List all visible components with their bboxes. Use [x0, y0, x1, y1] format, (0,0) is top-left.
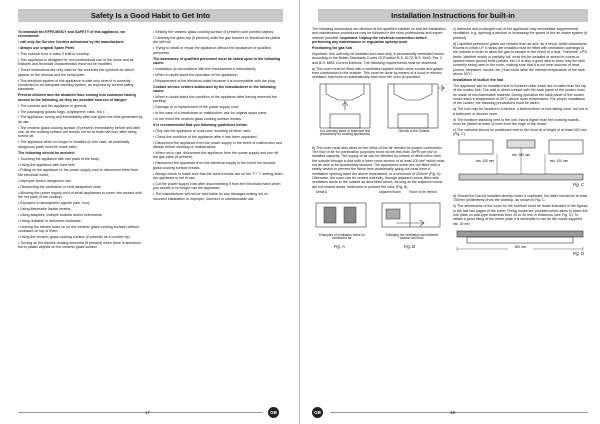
fig-a-caption-2: Directly to the Outside [398, 128, 430, 133]
recommend-heading: It is recommended that you following guidelines below: [153, 122, 248, 127]
list-item: • This manual is for a class 3 built-in cooktop. [18, 52, 90, 57]
fig-d-dim-width: 600 mm [508, 246, 533, 250]
builtin-a: a) The hob may be located in a kitchen, a kitchen/diner or bed-sitting room, but not in a bathroom or shower room. [453, 107, 588, 116]
list-item: • The manufacturer will not be held liable for any damages arising out of : incorrect installation or improper, incorrect or unreasonable use. [153, 192, 270, 201]
builtin-heading: Installation of built-in the hob [453, 77, 504, 82]
list-item: • Trying to install or repair the appliance without the assistance of qualified personnel. [153, 46, 271, 55]
intro-heading: To maintain the EFFICIENCY and SAFETY of this appliance, we recommend: [18, 30, 126, 39]
gb-badge: GB [312, 407, 323, 418]
list-item: • When not in use, disconnect the appliance from the power supply and turn off the gas valve (if present). [153, 151, 279, 160]
fig-a-label: Fig. A [334, 243, 345, 249]
para-d: d) Liquefied petroleum gases are heavier than air and, as a result, settle downwards. Rooms in which LP G tanks are installed must be fitted with ventilation openings to the outside in order to allow the gas to escape in the event of a leak. Therefore, LPG tanks, whether empty or partially full, must not be installed or stored in rooms or spaces below ground level (cellars, etc.) It is also a good idea to keep only the tank currently being used in the room, making sure that it is not near sources of heat (ovens, fireplaces, stoves, etc.) that could raise the internal temperature of the tank above 50°C. [453, 41, 588, 77]
list-item: • Turning on the electric heating elements (if present) when there is aluminum foil or plastic objects on the ceramic glass surface. [18, 240, 142, 250]
list-item: • Disconnect the appliance from the power supply in the event of malfunction and always before cleaning or maintenance; [153, 140, 282, 150]
footer-rule [330, 412, 588, 413]
assistance-heading: The assistance of qualified personnel must be called upon in the following cases: [153, 56, 281, 65]
builtin-b: b) The furniture standing next to the unit, that is higher than the working boards, must be placed at least 110mm from the edge of the board. [453, 117, 580, 126]
list-item: • These instructions are only valid for the countries the symbols for which appear on the manual and the serial plate. [18, 68, 134, 77]
right-col-1 [312, 27, 446, 402]
list-item: • Disconnect the appliance from the electrical supply in the event the ceramic glass cooking surface breaks. [153, 161, 276, 170]
list-item: • Improper and/or dangerous use; [18, 178, 72, 183]
fig-b-label: Fig. B [404, 243, 415, 249]
builtin-text: The appliance can be installed next to furniture units which are no taller than the top of the cooker hob. The wall in direct contact with the back panel of the cooker must be made of non-flammable material. During operation the back panel of the cooker could reach a temperature of 50°C above room temperature. For proper installation of the cooker, the following precautions must be taken: [453, 83, 587, 106]
fig-b-label-room: Room to be Vented [409, 189, 437, 194]
list-item: • Always check to make sure that the control knobs are on the "I"/ "•" setting when the appliance is not in use; [153, 171, 283, 180]
list-item: • The appliance, during and immediately after use given the heat generated by its use; [18, 115, 143, 124]
list-item: • Cleaning the glass top (if present) while the gas burners or electrical hot plates are still hot; [153, 35, 281, 45]
fig-b-caption-1: Examples of ventilation holes for comburent air. [319, 232, 365, 241]
installation-header: Installation Instructions for built-in [318, 9, 588, 22]
list-item: • The packaging (plastic bags, polystyrene, nails, etc.); [18, 109, 105, 114]
list-item: • Only use the appliance to cook food, avoiding all other uses; [153, 128, 252, 133]
list-item: • Using the ceramic glass cooking surface (if present) as a counter top; [18, 234, 131, 239]
list-item: • Allowing the power supply cord of small appliances to come into contact with the hot parts of the cooktop; [18, 190, 142, 199]
list-item: • Using flammable liquids nearby; [18, 206, 72, 211]
gb-badge: GB [268, 407, 279, 418]
figure-vent-holes [312, 191, 446, 255]
list-item: • Using adaptors, multiple sockets and/or extensions; [18, 212, 103, 217]
left-col-1 [18, 30, 144, 402]
fig-d-label: Fig. D [572, 251, 584, 257]
hood-diagram [312, 82, 446, 130]
figure-d [453, 223, 588, 259]
page-number: 18 [450, 410, 456, 415]
para-a: a) The room must be fitted with a ventilation system which vents smoke and gases from combustion to the outside. This must be done by means of a hood or electric ventilator that turns on automatically each time the oven is operated. [312, 66, 443, 80]
list-item: • Using the appliance with bare feet; [18, 162, 76, 167]
fig-b-label-detail: Detail A [316, 189, 327, 194]
fig-d-dim-top: min. 30 mm [453, 222, 470, 227]
list-item: • Striking the ceramic glass cooking surface (if present) with pointed objects; [153, 30, 275, 34]
list-item: • In the case of a breakdown or malfunction: ask for original spare parts. [153, 111, 268, 116]
prevent-heading: Prevent children and the disabled from coming into contactor having access to the following, as they are possible sources of danger: [18, 93, 136, 102]
safety-header: Safety Is a Good Habit to Get Into [18, 9, 283, 22]
fig-c-dim-mid: min. 650 mm [511, 153, 531, 158]
list-item: • Installation (in accordance with the manufacturer's instructions); [153, 66, 257, 71]
list-item: • Using unstable or deformed cookware; [18, 218, 82, 223]
list-item: • Pulling on the appliance or the power supply cord to disconnect them from the electrical outlet; [18, 168, 139, 177]
fig-b-caption-2: Enlarging the ventilation slot between window and floor. [385, 232, 439, 241]
list-item: • The electrical system of this appliance is safe only when it is correctly connected to an adequate earthing system, as required by current safety standards. [18, 78, 134, 92]
list-item: • Replacement of the electrical outlet because it is incompatible with the plug. [153, 78, 276, 83]
intro-item: • always use original Spare Parts [18, 46, 75, 51]
list-item: • Cut the power supply cord after disconnecting it from the electrical mains when you decide to no longer use the appliance. [153, 181, 281, 191]
list-item: • The controls and the appliance in general; [18, 103, 88, 108]
vent-diagram [312, 199, 446, 233]
list-item: • Damage to or replacement of the power supply cord; [153, 105, 239, 110]
list-item: • This appliance is designed for non-professional use in the home and its features and technical characteristics must not be modified. [18, 58, 134, 67]
builtin-c: c) The cabinets should be positioned next to the hood at a height of at least 420 mm (Fig. C). [453, 127, 587, 137]
list-item: • When in doubt about the condition of the appliance after having removed the packing; [153, 94, 277, 104]
fig-b-label-adjacent: Adjacent Room [379, 189, 401, 194]
fig-a-caption-1: In a chimney stack or branched flue (exclusively for cooking appliances) [319, 128, 371, 137]
list-item: • In the event the ceramic glass cooking surface breaks. [153, 117, 242, 122]
unplug-warning: Important: Unplug the electrical connection before performing any maintenance or regulation upkeep work. [312, 35, 427, 45]
list-item: • Exposure to atmospheric agents (rain, sun); [18, 200, 90, 205]
intro-item: • call only the Service Centres authorized by the manufacturer [18, 40, 124, 45]
builtin-d: d) Should the hob be installed directly under a cupboard, the latter should be at least 700mm (millimetres) from the worktop, as shown in Fig. C. [453, 194, 588, 203]
list-item: • The ceramic glass cooking surface (if present) immediately before and after use, as the cooking surface will remain hot for at least half hour after being turned off. [18, 125, 141, 139]
para-c: c) Intensive and prolonged use of the appliance may necessitate supplemental ventilation, e.g. opening a window or increasing the speed of the air intake system (if present). [453, 27, 588, 40]
positioning-heading: Positioning for gas hob [312, 45, 353, 50]
centres-heading: Contact service centers authorized by the manufacturer in the following cases: [153, 84, 276, 93]
footer-rule [18, 412, 263, 413]
right-col-2 [453, 27, 588, 402]
fig-c-dim-right: min. 420 mm [549, 159, 569, 164]
fig-c-label: Fig. C [572, 182, 584, 188]
list-item: • When in doubt about the operation of the appliance; [153, 72, 238, 77]
figure-ventilation-hoods [312, 82, 446, 144]
builtin-e: e) The dimensions of the room for the furniture must be those indicated in the figures in the last two pages of the cover. Fixing hooks are provided which allow to place the hob plate on wall-type thickness from 20 to 40 mm in thickness (see Fig. D). To obtain a good fixing of the entire plate it is advisable to use all the hooks supplied. [453, 204, 588, 222]
list-item: • Touching the appliance with wet parts of the body; [18, 156, 100, 161]
para-b: b) The room must also allow for the influx of the air needed for proper combustion. The flow of air for combustion purposes must not be less than 2m³/h per kW of installed capacity. The supply of air can be effected by means of direct influx from the outside through a duct with a inner cross section of at least 100 cm² which must not be able to be accidentally blocked. The appliances which are not fitted with a safety device to prevent the flame from accidentally going out must have a ventilation opening twice the above dimensions, or a minimum of 200cm² (Fig. A). Otherwise, the room can be vented indirectly, through adjacent rooms fitted with ventilation ducts to the outside as described above, as long as the adjacent rooms are not shared areas, bedrooms or present fire risks (Fig. B). [312, 145, 445, 189]
list-item: • The appliance when no longer in installed (in this case, all potentially dangerous parts must be made safe). [18, 140, 130, 149]
list-item: • Obstructing the ventilation or heat dissipation slots; [18, 184, 102, 189]
avoid-heading: The following should be avoided: [18, 150, 75, 155]
intro-text: The following instructions are directed at the qualified installer so that the installation and maintenance procedures may be followed in the most professional and expert manner possible. [312, 27, 446, 40]
page-number: 17 [145, 410, 151, 415]
positioning-text: Important: this unit may be installed and used only in permanently ventilated rooms according to the British Standards Codes Of Practice B.S. 6172/ B.S. 5440, Par. 2 and B.S. 6891 Current Editions. The following requirements must be observed: [312, 51, 444, 65]
list-item: • Leaving the electric hobs on (or the ceramic glass cooking surface) without cookware on top of them; [18, 224, 140, 233]
list-item: • Check the condition of the appliance after it has been unpacked. [153, 134, 258, 139]
fig-c-dim-left: min. 420 mm [475, 159, 495, 164]
left-col-2 [153, 30, 283, 402]
figure-c [453, 138, 588, 194]
right-page [300, 0, 600, 424]
